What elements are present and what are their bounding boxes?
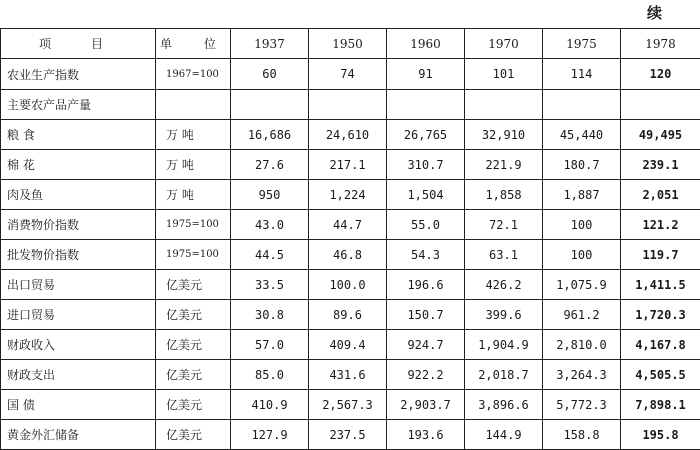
data-cell: 399.6 <box>465 300 543 330</box>
row-unit: 1967=100 <box>156 59 231 90</box>
data-cell: 119.7 <box>621 240 700 270</box>
data-cell: 1,720.3 <box>621 300 700 330</box>
data-cell: 100 <box>543 240 621 270</box>
data-cell: 180.7 <box>543 150 621 180</box>
data-cell <box>465 90 543 120</box>
data-cell <box>543 90 621 120</box>
data-cell: 2,051 <box>621 180 700 210</box>
row-item-label: 主要农产品产量 <box>1 90 156 120</box>
data-cell: 55.0 <box>387 210 465 240</box>
table-row <box>1 180 700 210</box>
table-row <box>1 150 700 180</box>
row-unit: 1975=100 <box>156 210 231 240</box>
row-unit: 亿美元 <box>156 300 231 330</box>
table-row <box>1 420 700 450</box>
data-cell <box>231 90 309 120</box>
data-cell: 49,495 <box>621 120 700 150</box>
statistics-table <box>0 28 700 450</box>
table-row <box>1 360 700 390</box>
data-cell: 60 <box>231 59 309 90</box>
header-year: 1970 <box>465 29 543 59</box>
data-cell: 409.4 <box>309 330 387 360</box>
data-cell: 196.6 <box>387 270 465 300</box>
data-cell: 158.8 <box>543 420 621 450</box>
data-cell: 89.6 <box>309 300 387 330</box>
data-cell: 961.2 <box>543 300 621 330</box>
data-cell: 114 <box>543 59 621 90</box>
row-item-label: 批发物价指数 <box>1 240 156 270</box>
data-cell: 4,167.8 <box>621 330 700 360</box>
data-cell: 27.6 <box>231 150 309 180</box>
data-cell: 54.3 <box>387 240 465 270</box>
data-cell: 195.8 <box>621 420 700 450</box>
table-row <box>1 90 700 120</box>
table-row <box>1 240 700 270</box>
table-row <box>1 120 700 150</box>
data-cell: 44.5 <box>231 240 309 270</box>
row-unit: 万 吨 <box>156 120 231 150</box>
data-cell: 150.7 <box>387 300 465 330</box>
data-cell: 310.7 <box>387 150 465 180</box>
data-cell: 237.5 <box>309 420 387 450</box>
row-item-label: 黄金外汇储备 <box>1 420 156 450</box>
data-cell: 193.6 <box>387 420 465 450</box>
row-item-label: 消费物价指数 <box>1 210 156 240</box>
data-cell: 922.2 <box>387 360 465 390</box>
data-cell: 100 <box>543 210 621 240</box>
data-cell: 239.1 <box>621 150 700 180</box>
data-cell: 4,505.5 <box>621 360 700 390</box>
data-cell <box>621 90 700 120</box>
data-cell: 57.0 <box>231 330 309 360</box>
data-cell: 924.7 <box>387 330 465 360</box>
data-cell: 46.8 <box>309 240 387 270</box>
data-cell: 43.0 <box>231 210 309 240</box>
row-item-label: 粮 食 <box>1 120 156 150</box>
header-year: 1950 <box>309 29 387 59</box>
header-row <box>1 29 700 59</box>
data-cell: 100.0 <box>309 270 387 300</box>
data-cell: 121.2 <box>621 210 700 240</box>
data-cell: 26,765 <box>387 120 465 150</box>
header-year: 1975 <box>543 29 621 59</box>
data-cell: 74 <box>309 59 387 90</box>
data-cell: 3,264.3 <box>543 360 621 390</box>
data-cell <box>309 90 387 120</box>
data-cell: 120 <box>621 59 700 90</box>
data-cell: 950 <box>231 180 309 210</box>
data-cell: 426.2 <box>465 270 543 300</box>
data-cell: 85.0 <box>231 360 309 390</box>
data-cell: 1,904.9 <box>465 330 543 360</box>
row-unit: 亿美元 <box>156 270 231 300</box>
header-unit: 单 位 <box>156 29 231 59</box>
data-cell: 2,567.3 <box>309 390 387 420</box>
data-cell: 127.9 <box>231 420 309 450</box>
row-item-label: 肉及鱼 <box>1 180 156 210</box>
data-cell: 30.8 <box>231 300 309 330</box>
data-cell: 7,898.1 <box>621 390 700 420</box>
data-cell: 2,018.7 <box>465 360 543 390</box>
table-row <box>1 330 700 360</box>
table-row <box>1 59 700 90</box>
row-item-label: 财政收入 <box>1 330 156 360</box>
row-unit: 万 吨 <box>156 150 231 180</box>
row-item-label: 财政支出 <box>1 360 156 390</box>
data-cell: 1,858 <box>465 180 543 210</box>
data-cell: 63.1 <box>465 240 543 270</box>
data-cell: 1,887 <box>543 180 621 210</box>
header-year: 1960 <box>387 29 465 59</box>
header-year: 1978 <box>621 29 700 59</box>
data-cell: 16,686 <box>231 120 309 150</box>
header-item: 项 目 <box>1 29 156 59</box>
table-row <box>1 390 700 420</box>
row-item-label: 进口贸易 <box>1 300 156 330</box>
data-cell: 3,896.6 <box>465 390 543 420</box>
data-cell: 91 <box>387 59 465 90</box>
row-unit: 亿美元 <box>156 420 231 450</box>
data-cell: 1,411.5 <box>621 270 700 300</box>
row-unit: 1975=100 <box>156 240 231 270</box>
data-cell: 144.9 <box>465 420 543 450</box>
header-year: 1937 <box>231 29 309 59</box>
table-row <box>1 210 700 240</box>
data-cell: 1,075.9 <box>543 270 621 300</box>
data-cell: 410.9 <box>231 390 309 420</box>
data-cell: 221.9 <box>465 150 543 180</box>
data-cell: 24,610 <box>309 120 387 150</box>
table-row <box>1 300 700 330</box>
data-cell: 2,903.7 <box>387 390 465 420</box>
data-cell: 72.1 <box>465 210 543 240</box>
data-cell: 217.1 <box>309 150 387 180</box>
data-cell: 101 <box>465 59 543 90</box>
data-cell: 44.7 <box>309 210 387 240</box>
data-cell <box>387 90 465 120</box>
data-cell: 1,224 <box>309 180 387 210</box>
data-cell: 431.6 <box>309 360 387 390</box>
row-unit: 万 吨 <box>156 180 231 210</box>
data-cell: 45,440 <box>543 120 621 150</box>
row-unit <box>156 90 231 120</box>
row-item-label: 棉 花 <box>1 150 156 180</box>
data-cell: 1,504 <box>387 180 465 210</box>
row-unit: 亿美元 <box>156 360 231 390</box>
data-cell: 32,910 <box>465 120 543 150</box>
data-cell: 33.5 <box>231 270 309 300</box>
row-item-label: 出口贸易 <box>1 270 156 300</box>
row-item-label: 国 债 <box>1 390 156 420</box>
continued-label: 续 <box>647 2 662 23</box>
data-cell: 2,810.0 <box>543 330 621 360</box>
data-cell: 5,772.3 <box>543 390 621 420</box>
row-unit: 亿美元 <box>156 390 231 420</box>
row-item-label: 农业生产指数 <box>1 59 156 90</box>
row-unit: 亿美元 <box>156 330 231 360</box>
table-row <box>1 270 700 300</box>
